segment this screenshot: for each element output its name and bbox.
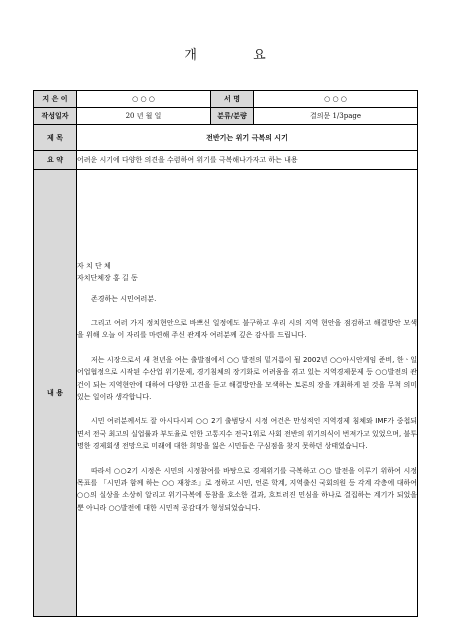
org-name: 자 치 단 체 xyxy=(77,261,111,270)
subject-value: 전반기는 위기 극복의 시기 xyxy=(77,125,418,151)
page-title: 개 요 xyxy=(184,48,292,63)
date-label: 작성일자 xyxy=(34,108,77,125)
writer-value: ○ ○ ○ xyxy=(77,91,211,108)
content-label: 내 용 xyxy=(34,170,77,617)
paragraph-2: 저는 시장으로서 새 천년을 여는 출발점에서 ○○ 발전의 밑거름이 될 2002년 ○○아시안게임 준비, 한ㆍ일 어업협정으로 시작된 수산업 위기문제, 경기침체의 장기화로 어려움을 겪고 있는 지역경제문제 등 ○○발전의 관건이 되는 지역현안에 대하여 다양한 고견을 듣고 해결방안을 모색하는 토론의 장을 개최하게 된 것을 무척 의미 있는 일이라 생각합니다. xyxy=(77,355,417,401)
paragraph-1: 그리고 여러 가지 정치현안으로 바쁘신 일정에도 불구하고 우리 시의 지역 현안을 점검하고 해결방안 모색을 위해 오늘 이 자리를 마련해 주신 관계자 여러분께 깊은 감사를 드립니다. xyxy=(77,318,417,340)
writer-row xyxy=(34,91,418,108)
summary-label: 요 약 xyxy=(34,151,77,170)
summary-value: 어려운 시기에 다양한 의견을 수렴하여 위기를 극복해나가자고 하는 내용 xyxy=(77,151,418,170)
content-body xyxy=(77,170,418,617)
subject-label: 제 목 xyxy=(34,125,77,151)
paragraph-4: 따라서 ○○2기 시정은 시민의 시정참여를 바탕으로 경제위기를 극복하고 ○○ 발전을 이루기 위하여 시정목표를 「시민과 함께 하는 ○○ 재창조」로 정하고 시민, 언론 학계, 지역출신 국회의원 등 각계 각층에 대하여 ○○의 실상을 소상히 알리고 위기극복에 동참을 호소한 결과, 흐트러진 민심을 하나로 결집하는 계기가 되었을 뿐 아니라 ○○발전에 대한 시민적 공감대가 형성되었습니다. xyxy=(77,466,417,512)
summary-row xyxy=(34,151,418,170)
signature-label: 서 명 xyxy=(211,91,254,108)
content-row xyxy=(34,170,418,617)
date-row xyxy=(34,108,418,125)
category-label: 분류/분량 xyxy=(211,108,254,125)
date-value: 20 년 월 일 xyxy=(77,108,211,125)
subject-row xyxy=(34,125,418,151)
signature-value: ○ ○ ○ xyxy=(254,91,418,108)
org-head: 자치단체장 홍 길 동 xyxy=(77,274,138,283)
paragraph-3: 시민 여러분께서도 잘 아시다시피 ○○ 2기 출범당시 시정 여건은 만성적인 지역경제 침체와 IMF가 중첩되면서 전국 최고의 실업률과 부도율로 인한 고통지수 전국1위로 사회 전반의 위기의식이 번져가고 있었으며, 불투명한 경제회생 전망으로 미래에 대한 희망을 잃은 시민들은 구심점을 찾지 못하던 상태였습니다. xyxy=(77,417,417,451)
writer-label: 지 은 이 xyxy=(34,91,77,108)
summary-form-table xyxy=(33,90,418,617)
greeting: 존경하는 시민여러분. xyxy=(91,294,157,303)
category-value: 결의문 1/3page xyxy=(254,108,418,125)
